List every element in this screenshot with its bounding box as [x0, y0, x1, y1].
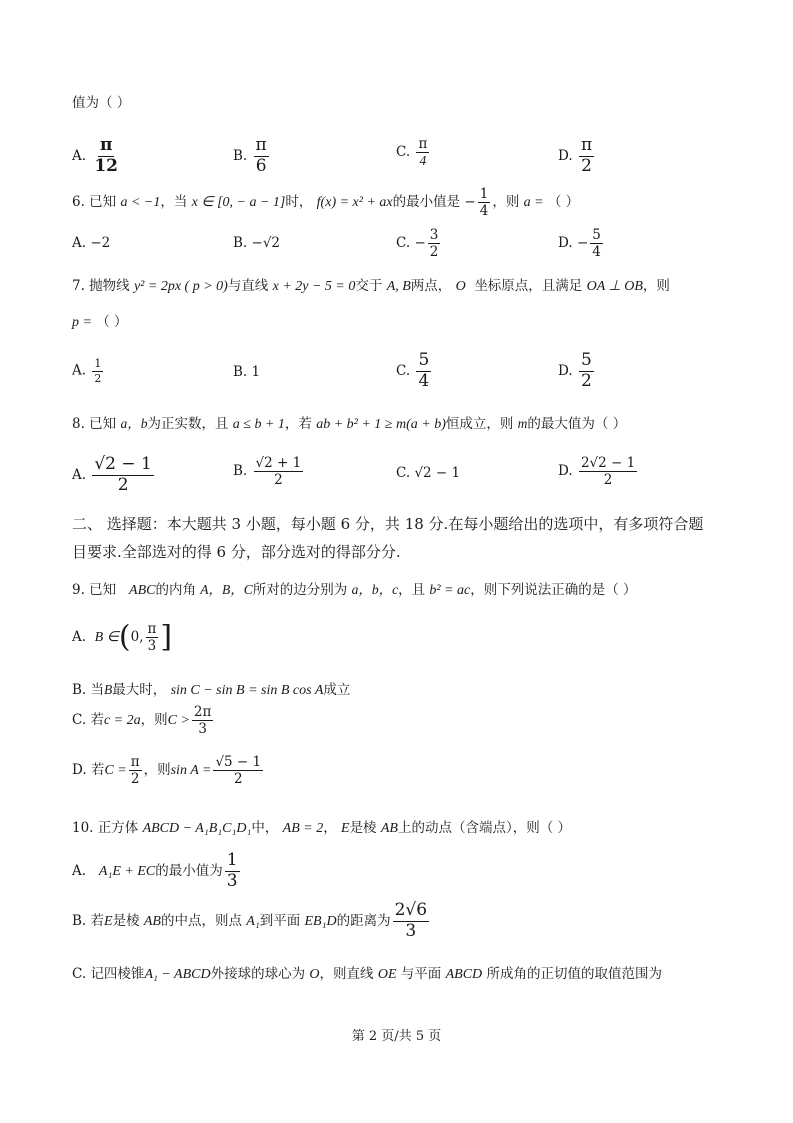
q6-option-b: B. −√2	[233, 235, 281, 251]
q5-option-c: C. $\frac{\pi}{4}$	[396, 136, 428, 169]
q9-option-d: D. 若C = $\frac{\pi}{2}$ ，则sin A = $\frac{√5 - 1}{2}$	[72, 754, 262, 788]
section-2-instructions-line1: 二、 选择题：本大题共 3 小题，每小题 6 分，共 18 分.在每小题给出的选项中，有多项符合题	[72, 515, 704, 533]
q5-stem-tail: 值为（ ）	[72, 95, 131, 111]
question-7-ask: p = （ ）	[72, 314, 128, 330]
q9-option-b: B. 当B最大时， sin C − sin B = sin B cos A成立	[72, 682, 351, 698]
q6-option-d: D. − $\frac{5}{4}$	[558, 227, 601, 261]
question-8-stem: 8. 已知 a，b为正实数，且 a ≤ b + 1，若 ab + b² + 1 ≥ m(a + b)恒成立，则 m的最大值为（ ）	[72, 416, 627, 432]
q7-option-b: B. 1	[233, 364, 261, 380]
section-2-instructions-line2: 目要求.全部选对的得 6 分，部分选对的得部分分.	[72, 543, 401, 561]
q7-option-c: C. $\frac{5}{4}$	[396, 350, 430, 391]
question-10-stem: 10. 正方体 ABCD − A₁B₁C₁D₁中， AB = 2， E是棱 AB上的动点（含端点），则（ ）	[72, 820, 572, 836]
q8-option-b: B. $\frac{√2 + 1}{2}$	[233, 455, 302, 489]
q9-option-c: C. 若c = 2a，则C > $\frac{2\pi}{3}$	[72, 704, 212, 738]
q6-option-c: C. − $\frac{3}{2}$	[396, 227, 439, 261]
q5-option-d: D. $\frac{\pi}{2}$	[558, 135, 593, 176]
q6-option-a: A. −2	[72, 235, 111, 251]
q7-option-a: A. $\frac{1}{2}$	[72, 357, 102, 385]
q10-option-a: A. A₁E + EC的最小值为 $\frac{1}{3}$	[72, 850, 238, 891]
q5-option-b: B. $\frac{\pi}{6}$	[233, 135, 267, 176]
q7-option-d: D. $\frac{5}{2}$	[558, 350, 592, 391]
question-6-stem: 6. 已知 a < −1，当 x ∈ [0, − a − 1]时， f(x) = x² + ax的最小值是 − $\frac{1}{4}$ ，则 a = （ ）	[72, 186, 580, 220]
q10-option-b: B. 若E是棱 AB的中点，则点 A₁到平面 EB₁D的距离为 $\frac{2√6}{3}$	[72, 900, 428, 941]
q8-option-a: A. $\frac{√2 - 1}{2}$	[72, 454, 152, 495]
q9-option-a: A. B ∈(0, $\frac{\pi}{3}$ ]	[72, 619, 173, 655]
question-9-stem: 9. 已知 ABC的内角 A，B，C所对的边分别为 a，b，c，且 b² = ac，则下列说法正确的是（ ）	[72, 582, 637, 598]
page-footer: 第 2 页/共 5 页	[351, 1029, 442, 1044]
question-7-stem: 7. 抛物线 y² = 2px ( p > 0)与直线 x + 2y − 5 = 0交于 A, B两点， O 坐标原点，且满足 OA ⊥ OB，则	[72, 278, 670, 294]
q8-option-c: C. √2 − 1	[396, 465, 461, 481]
q10-option-c: C. 记四棱锥A₁ − ABCD外接球的球心为 O，则直线 OE 与平面 ABCD 所成角的正切值的取值范围为	[72, 966, 662, 982]
q5-option-a: A. $\frac{\pi}{12}$	[72, 135, 119, 176]
q8-option-d: D. $\frac{2√2 - 1}{2}$	[558, 455, 636, 489]
